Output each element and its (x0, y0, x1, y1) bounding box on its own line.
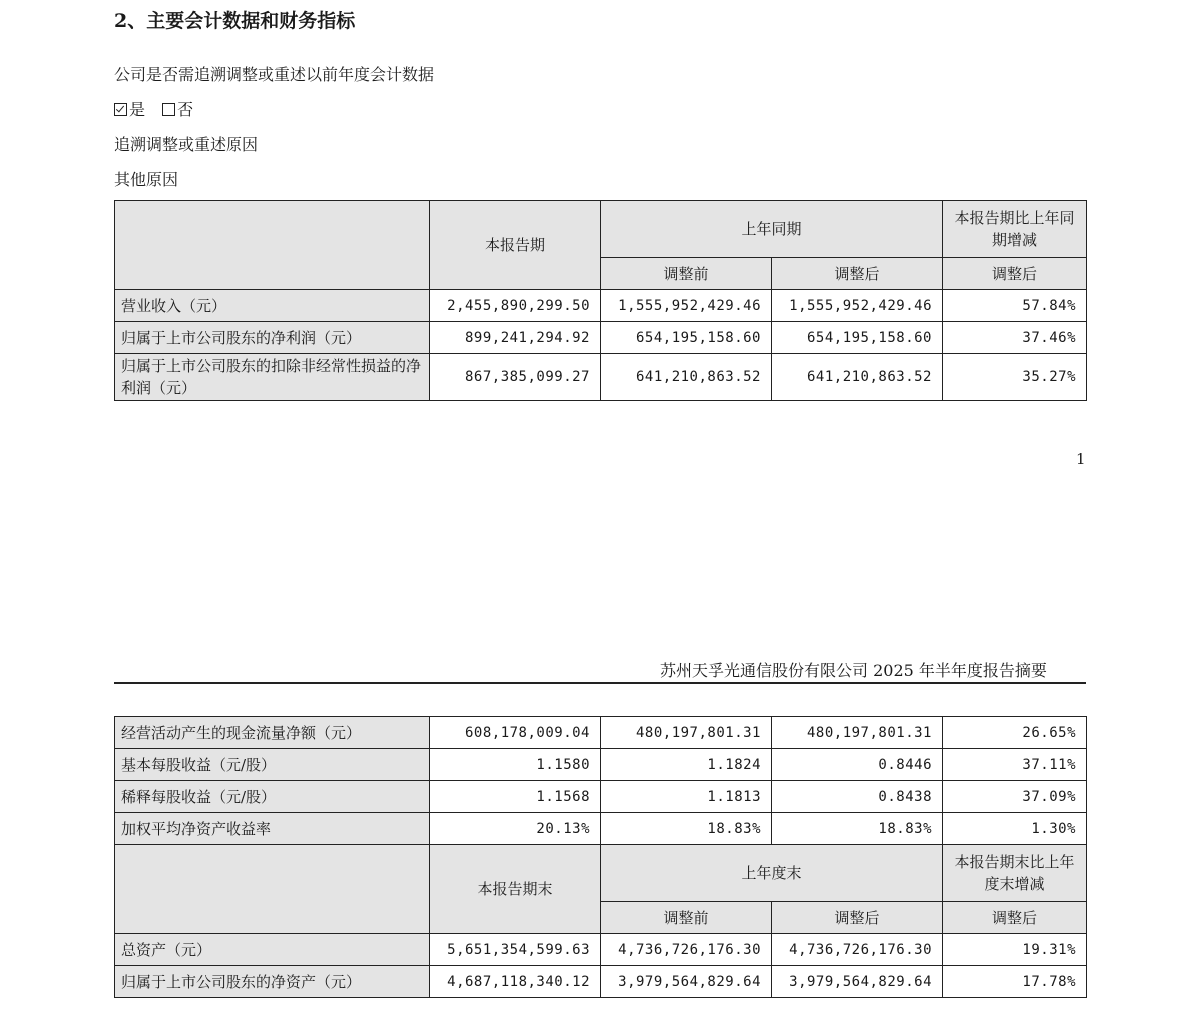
header-period-end: 本报告期末 (430, 845, 601, 934)
after-value: 3,979,564,829.64 (772, 966, 943, 998)
after-value: 4,736,726,176.30 (772, 934, 943, 966)
header-after-adjustment: 调整后 (772, 902, 943, 934)
reason-text: 其他原因 (114, 170, 179, 189)
after-value: 480,197,801.31 (772, 717, 943, 749)
table-row (115, 781, 1087, 813)
current-value: 2,455,890,299.50 (430, 290, 601, 322)
header-after-adjustment: 调整后 (772, 258, 943, 290)
change-value: 17.78% (943, 966, 1087, 998)
row-label: 归属于上市公司股东的扣除非经常性损益的净利润（元） (115, 354, 430, 401)
header-blank-cell (115, 845, 430, 934)
row-label: 加权平均净资产收益率 (115, 813, 430, 845)
row-label: 稀释每股收益（元/股） (115, 781, 430, 813)
header-change: 本报告期比上年同期增减 (943, 201, 1087, 258)
current-value: 5,651,354,599.63 (430, 934, 601, 966)
row-label: 营业收入（元） (115, 290, 430, 322)
option-yes-label: 是 (129, 100, 146, 119)
change-value: 19.31% (943, 934, 1087, 966)
before-value: 18.83% (601, 813, 772, 845)
change-value: 26.65% (943, 717, 1087, 749)
section-heading: 2、主要会计数据和财务指标 (114, 10, 356, 32)
current-value: 899,241,294.92 (430, 322, 601, 354)
header-change-adjusted: 调整后 (943, 902, 1087, 934)
header-prior-year-end: 上年度末 (601, 845, 943, 902)
change-value: 37.46% (943, 322, 1087, 354)
table-row (115, 717, 1087, 749)
after-value: 18.83% (772, 813, 943, 845)
row-label: 基本每股收益（元/股） (115, 749, 430, 781)
footer-divider (114, 682, 1086, 684)
financial-table-2 (114, 716, 1087, 998)
after-value: 1,555,952,429.46 (772, 290, 943, 322)
before-value: 480,197,801.31 (601, 717, 772, 749)
current-value: 4,687,118,340.12 (430, 966, 601, 998)
current-value: 1.1580 (430, 749, 601, 781)
before-value: 1,555,952,429.46 (601, 290, 772, 322)
change-value: 35.27% (943, 354, 1087, 401)
reason-title: 追溯调整或重述原因 (114, 135, 259, 154)
financial-table-1 (114, 200, 1087, 401)
unchecked-box-icon (162, 103, 175, 116)
row-label: 归属于上市公司股东的净资产（元） (115, 966, 430, 998)
table-row (115, 966, 1087, 998)
table-row (115, 290, 1087, 322)
restatement-options (114, 99, 205, 121)
header-change-adjusted: 调整后 (943, 258, 1087, 290)
header-change: 本报告期末比上年度末增减 (943, 845, 1087, 902)
current-value: 20.13% (430, 813, 601, 845)
table-row (115, 934, 1087, 966)
current-value: 867,385,099.27 (430, 354, 601, 401)
header-before-adjustment: 调整前 (601, 258, 772, 290)
header-current-period: 本报告期 (430, 201, 601, 290)
option-no-label: 否 (177, 100, 194, 119)
before-value: 641,210,863.52 (601, 354, 772, 401)
after-value: 654,195,158.60 (772, 322, 943, 354)
current-value: 608,178,009.04 (430, 717, 601, 749)
table-row (115, 749, 1087, 781)
row-label: 总资产（元） (115, 934, 430, 966)
change-value: 1.30% (943, 813, 1087, 845)
before-value: 4,736,726,176.30 (601, 934, 772, 966)
before-value: 3,979,564,829.64 (601, 966, 772, 998)
current-value: 1.1568 (430, 781, 601, 813)
restatement-question: 公司是否需追溯调整或重述以前年度会计数据 (114, 65, 435, 84)
change-value: 57.84% (943, 290, 1087, 322)
report-footer: 苏州天孚光通信股份有限公司 2025 年半年度报告摘要 (660, 661, 1047, 680)
after-value: 0.8446 (772, 749, 943, 781)
before-value: 654,195,158.60 (601, 322, 772, 354)
option-yes[interactable] (114, 100, 145, 119)
row-label: 经营活动产生的现金流量净额（元） (115, 717, 430, 749)
table-row (115, 813, 1087, 845)
after-value: 641,210,863.52 (772, 354, 943, 401)
checked-box-icon (114, 103, 127, 116)
header-before-adjustment: 调整前 (601, 902, 772, 934)
after-value: 0.8438 (772, 781, 943, 813)
table-row (115, 354, 1087, 401)
before-value: 1.1824 (601, 749, 772, 781)
change-value: 37.11% (943, 749, 1087, 781)
before-value: 1.1813 (601, 781, 772, 813)
change-value: 37.09% (943, 781, 1087, 813)
page-number: 1 (1076, 450, 1086, 468)
header-blank-cell (115, 201, 430, 290)
row-label: 归属于上市公司股东的净利润（元） (115, 322, 430, 354)
header-prior-period: 上年同期 (601, 201, 943, 258)
option-no[interactable] (162, 100, 193, 119)
table-row (115, 322, 1087, 354)
